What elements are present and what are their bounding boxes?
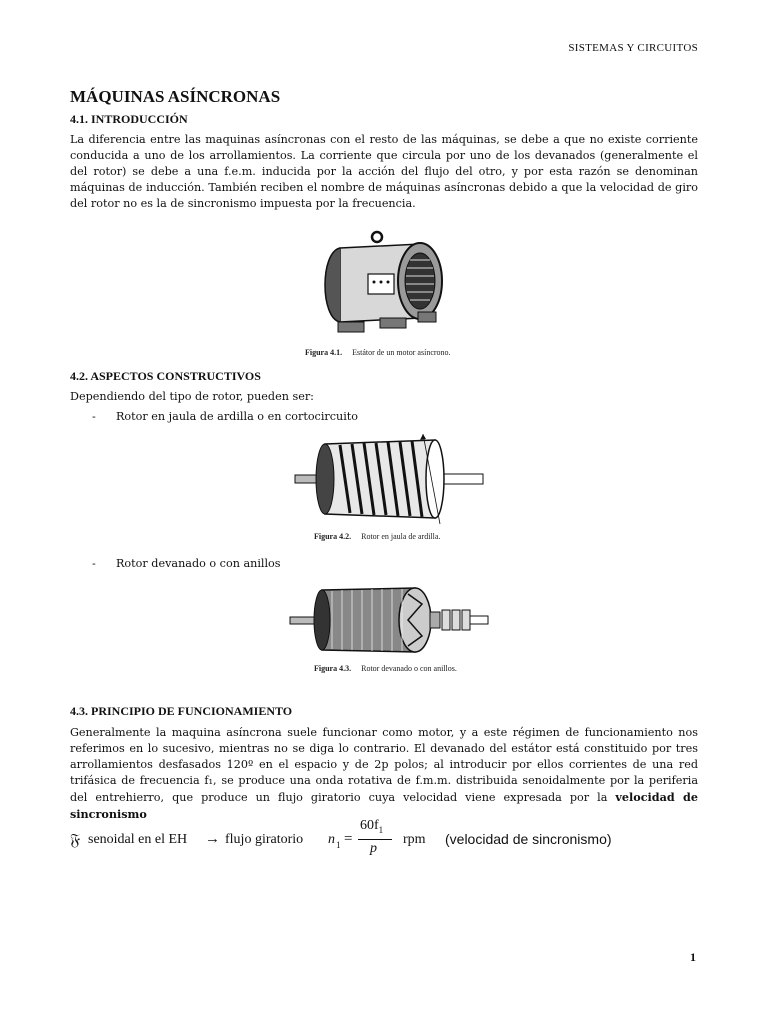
figure-caption-text: Rotor en jaula de ardilla. <box>361 532 441 541</box>
construct-lead: Dependiendo del tipo de rotor, pueden ser: <box>70 390 314 403</box>
list-item <box>92 557 281 570</box>
arrow-icon: → <box>205 830 220 847</box>
figure-caption-text: Estátor de un motor asíncrono. <box>352 348 451 357</box>
list-item-label: Rotor en jaula de ardilla o en cortocircuito <box>116 410 359 423</box>
mmf-symbol: 𝔉 <box>70 830 81 849</box>
fraction-bar <box>358 839 392 840</box>
figure-caption-4-3 <box>314 664 457 673</box>
formula-var: n <box>328 832 335 847</box>
list-dash: - <box>92 557 96 570</box>
numerator-sub: 1 <box>378 824 384 835</box>
formula-eq: = <box>344 831 353 847</box>
figure-number: Figura 4.1. <box>305 348 343 357</box>
formula-mid: flujo giratorio <box>225 832 304 847</box>
figure-number: Figura 4.2. <box>314 532 352 541</box>
list-item <box>92 410 359 423</box>
figure-caption-text: Rotor devanado o con anillos. <box>361 664 457 673</box>
formula-unit: rpm <box>403 832 426 847</box>
squirrel-cage-rotor-figure <box>295 432 485 527</box>
running-header: SISTEMAS Y CIRCUITOS <box>568 42 698 54</box>
principle-text: Generalmente la maquina asíncrona suele funcionar como motor, y a este régimen de funcionamiento nos referimos en lo sucesivo, mientras no se diga lo contrario. El devanado del estátor está constituido por tres arrollamientos desfasados 120º en el espacio y de 2p polos; al introducir por ellos corrientes de una red trifásica de frecuencia f₁, se produce una onda rotativa de f.m.m. distribuida senoidalmente por la periferia del entrehierro, que produce un flujo giratorio cuya velocidad viene expresada por la <box>70 726 698 804</box>
figure-caption-4-1 <box>305 348 451 357</box>
formula-denominator: p <box>370 841 377 856</box>
principle-bold-term: velocidad de sincronismo <box>70 790 698 821</box>
stator-figure <box>310 230 460 345</box>
list-dash: - <box>92 410 96 423</box>
formula-note: (velocidad de sincronismo) <box>445 831 612 847</box>
section-heading-intro: 4.1. INTRODUCCIÓN <box>70 112 188 126</box>
formula-lhs: senoidal en el EH <box>88 832 188 847</box>
figure-caption-4-2 <box>314 532 440 541</box>
section-heading-construct: 4.2. ASPECTOS CONSTRUCTIVOS <box>70 369 261 383</box>
page-number: 1 <box>690 950 696 964</box>
principle-paragraph <box>70 725 698 823</box>
intro-paragraph: La diferencia entre las maquinas asíncronas con el resto de las máquinas, se debe a que no existe corriente conducida a uno de los arrollamientos. La corriente que circula por uno de los devanados (generalmente el del rotor) se debe a una f.e.m. inducida por la acción del flujo del otro, y por esta razón se denominan máquinas de inducción. También reciben el nombre de máquinas asíncronas debido a que la velocidad de giro del rotor no es la de sincronismo impuesta por la frecuencia. <box>70 133 698 210</box>
figure-number: Figura 4.3. <box>314 664 352 673</box>
formula-var-sub: 1 <box>336 840 341 850</box>
wound-rotor-figure <box>290 580 490 660</box>
numerator-text: 60f <box>360 818 379 833</box>
formula-numerator <box>360 818 383 835</box>
list-item-label: Rotor devanado o con anillos <box>116 557 281 570</box>
page-title: MÁQUINAS ASÍNCRONAS <box>70 87 281 106</box>
section-heading-principle: 4.3. PRINCIPIO DE FUNCIONAMIENTO <box>70 704 293 718</box>
